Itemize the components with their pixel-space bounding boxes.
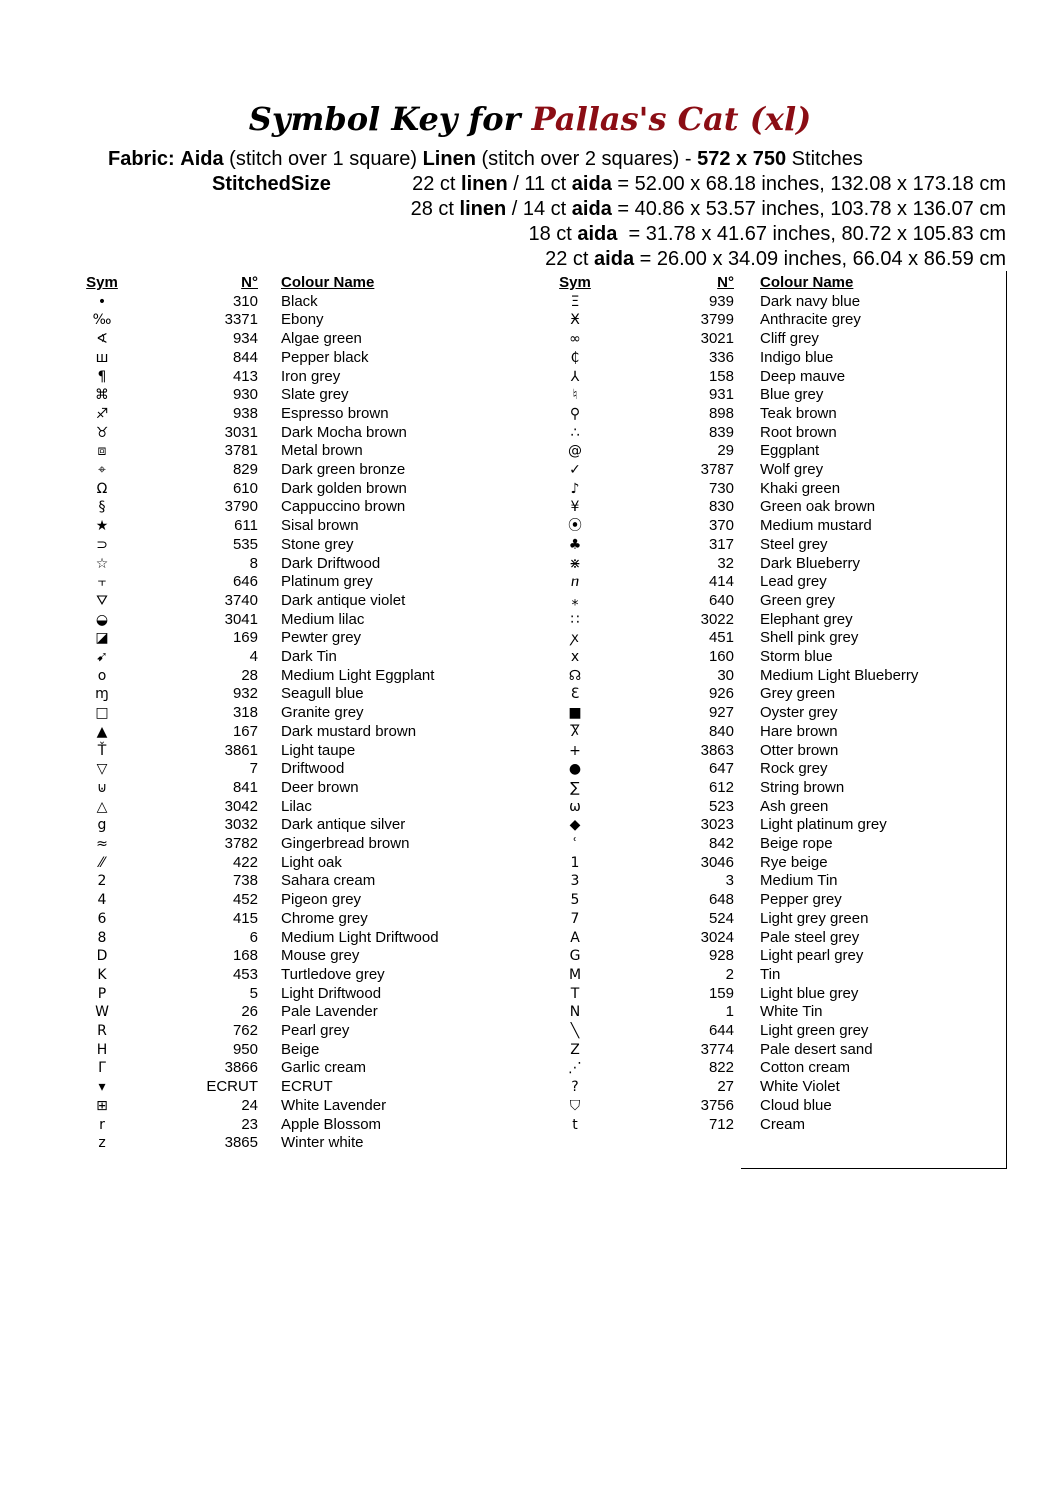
colour-name: Lilac bbox=[281, 797, 312, 815]
thread-number: 3756 bbox=[700, 1096, 734, 1114]
colour-name: Ebony bbox=[281, 311, 324, 329]
thread-number: 839 bbox=[708, 423, 734, 441]
thread-symbol: 5 bbox=[570, 892, 580, 909]
thread-symbol: G bbox=[569, 948, 581, 965]
thread-number: 822 bbox=[708, 1059, 734, 1077]
colour-name: Deer brown bbox=[281, 778, 359, 796]
thread-symbol: Z bbox=[570, 1041, 580, 1058]
thread-number: 317 bbox=[708, 535, 734, 553]
thread-number: 3863 bbox=[700, 741, 734, 759]
thread-number: 730 bbox=[708, 479, 734, 497]
thread-number: 3799 bbox=[700, 311, 734, 329]
thread-symbol: Ω bbox=[96, 480, 108, 497]
colour-name: Garlic cream bbox=[281, 1059, 367, 1077]
thread-number: 24 bbox=[241, 1096, 258, 1114]
thread-number: 931 bbox=[708, 386, 734, 404]
thread-number: 23 bbox=[241, 1115, 258, 1133]
thread-number: 3787 bbox=[700, 461, 734, 478]
fabric-linen-note: (stitch over 2 squares) - bbox=[481, 148, 692, 170]
thread-symbol: ☊ bbox=[568, 667, 582, 684]
thread-symbol: ■ bbox=[568, 705, 582, 722]
colour-name: Dark antique violet bbox=[281, 591, 406, 609]
thread-number: 3024 bbox=[700, 928, 734, 946]
colour-name: Granite grey bbox=[281, 704, 364, 722]
thread-symbol: ⴖ bbox=[570, 574, 580, 591]
thread-number: 29 bbox=[717, 442, 734, 460]
colour-name: Dark Blueberry bbox=[760, 554, 861, 572]
thread-symbol: ‰ bbox=[92, 312, 112, 329]
thread-symbol: ꭗ bbox=[571, 630, 579, 647]
thread-number: 3032 bbox=[224, 816, 258, 834]
thread-number: 167 bbox=[232, 722, 258, 740]
thread-number: 4 bbox=[249, 648, 258, 665]
thread-number: 762 bbox=[232, 1022, 258, 1039]
colour-name: Grey green bbox=[760, 685, 836, 703]
thread-symbol: ≈ bbox=[96, 836, 108, 852]
header-sym: Sym bbox=[559, 274, 591, 291]
colour-name: Cloud blue bbox=[760, 1096, 832, 1114]
thread-number: 2 bbox=[725, 965, 734, 983]
colour-name: Teak brown bbox=[760, 404, 837, 422]
thread-number: 3046 bbox=[700, 853, 734, 871]
thread-symbol: R bbox=[97, 1023, 107, 1039]
title-main: Symbol Key for bbox=[248, 100, 521, 138]
thread-number: 28 bbox=[241, 666, 258, 684]
colour-name: Mouse grey bbox=[281, 947, 360, 965]
thread-symbol: ⋇ bbox=[569, 555, 581, 572]
thread-symbol: ★ bbox=[95, 518, 109, 535]
colour-name: Dark mustard brown bbox=[281, 722, 417, 740]
thread-symbol: ¶ bbox=[97, 368, 107, 385]
thread-number: 938 bbox=[232, 404, 258, 422]
thread-symbol: ⛉ bbox=[569, 1097, 581, 1114]
thread-symbol: ⊃ bbox=[96, 536, 108, 553]
thread-symbol: ⚲ bbox=[569, 405, 581, 422]
thread-number: 928 bbox=[708, 947, 734, 965]
thread-number: 453 bbox=[232, 965, 258, 983]
thread-symbol: g bbox=[97, 817, 107, 834]
colour-name: Medium mustard bbox=[760, 517, 872, 535]
thread-number: 3021 bbox=[700, 330, 734, 348]
thread-number: 160 bbox=[708, 648, 734, 665]
thread-symbol: ◆ bbox=[569, 817, 581, 834]
colour-name: Dark golden brown bbox=[281, 479, 407, 497]
colour-name: Black bbox=[281, 292, 318, 310]
thread-symbol: ∞ bbox=[569, 331, 581, 348]
thread-number: 169 bbox=[232, 629, 258, 647]
thread-number: 30 bbox=[717, 666, 734, 684]
stitched-size-row: 22 ct aida = 26.00 x 34.09 inches, 66.04 x 86.59 cm bbox=[545, 248, 1006, 270]
thread-symbol: ⌖ bbox=[98, 462, 106, 478]
thread-number: 7 bbox=[249, 760, 258, 778]
colour-name: Light pearl grey bbox=[760, 947, 864, 965]
colour-name: ECRUT bbox=[281, 1078, 333, 1096]
colour-name: Gingerbread brown bbox=[281, 835, 410, 852]
thread-symbol: ? bbox=[571, 1079, 579, 1096]
thread-symbol: t bbox=[572, 1116, 578, 1133]
colour-name: Pewter grey bbox=[281, 629, 362, 647]
title-pattern-name: Pallas's Cat (xl) bbox=[531, 100, 812, 138]
thread-symbol: ∑ bbox=[570, 779, 580, 796]
colour-name: Medium Light Driftwood bbox=[281, 928, 439, 946]
thread-number: 413 bbox=[232, 367, 258, 385]
colour-name: Slate grey bbox=[281, 386, 349, 404]
colour-name: Beige rope bbox=[760, 835, 833, 852]
thread-symbol: ⅄ bbox=[570, 368, 580, 385]
thread-symbol: D bbox=[96, 948, 108, 965]
thread-number: 523 bbox=[708, 797, 734, 815]
colour-name: Khaki green bbox=[760, 479, 841, 497]
fabric-linen: Linen bbox=[422, 148, 476, 170]
thread-number: 3740 bbox=[224, 591, 258, 609]
thread-symbol: ● bbox=[568, 761, 582, 778]
thread-symbol: ⊞ bbox=[96, 1097, 108, 1114]
colour-name: Ash green bbox=[760, 797, 829, 815]
thread-symbol: ☆ bbox=[95, 555, 109, 572]
colour-name: Oyster grey bbox=[760, 704, 838, 722]
thread-symbol: § bbox=[98, 499, 106, 516]
header-number: N° bbox=[717, 274, 734, 291]
thread-number: 648 bbox=[708, 891, 734, 909]
colour-name: Tin bbox=[760, 965, 781, 983]
thread-symbol: 2 bbox=[97, 873, 107, 890]
header-sym: Sym bbox=[86, 274, 118, 291]
thread-number: 830 bbox=[708, 498, 734, 516]
thread-number: 3371 bbox=[224, 311, 258, 329]
fabric-stitches-label: Stitches bbox=[791, 148, 863, 170]
thread-symbol: ♉ bbox=[95, 424, 109, 441]
colour-name: Espresso brown bbox=[281, 404, 389, 422]
fabric-line bbox=[108, 148, 863, 171]
thread-number: 3023 bbox=[700, 816, 734, 834]
colour-name: Sisal brown bbox=[281, 517, 359, 535]
thread-number: 927 bbox=[708, 704, 734, 722]
colour-name: Blue grey bbox=[760, 386, 824, 404]
thread-number: 640 bbox=[708, 591, 734, 609]
colour-name: Dark navy blue bbox=[760, 292, 861, 310]
colour-name: Medium Light Blueberry bbox=[760, 666, 919, 684]
thread-symbol: ∢ bbox=[96, 331, 108, 348]
thread-symbol: ♐ bbox=[95, 405, 109, 422]
thread-symbol: o bbox=[97, 667, 107, 684]
thread-number: 610 bbox=[232, 479, 258, 497]
thread-symbol: ⋰ bbox=[568, 1060, 582, 1077]
thread-symbol: □ bbox=[95, 705, 109, 722]
thread-symbol: ♮ bbox=[572, 387, 578, 404]
thread-symbol: z bbox=[98, 1135, 106, 1152]
thread-symbol: ⧈ bbox=[97, 443, 107, 460]
colour-name: Beige bbox=[281, 1040, 320, 1058]
thread-symbol: ▲ bbox=[96, 723, 108, 740]
thread-number: 840 bbox=[708, 722, 734, 740]
colour-name: Pigeon grey bbox=[281, 891, 362, 909]
thread-symbol: Ť bbox=[97, 742, 107, 759]
thread-number: 159 bbox=[708, 984, 734, 1002]
thread-symbol: N bbox=[569, 1004, 581, 1021]
colour-name: Light platinum grey bbox=[760, 816, 887, 834]
colour-name: Winter white bbox=[281, 1134, 364, 1152]
colour-name: Medium lilac bbox=[281, 610, 365, 628]
stitched-size-label: StitchedSize bbox=[212, 173, 331, 195]
colour-name: Anthracite grey bbox=[760, 311, 861, 329]
thread-number: 646 bbox=[232, 573, 258, 591]
colour-name: Light grey green bbox=[760, 909, 869, 927]
thread-symbol: ⁄⁄ bbox=[99, 854, 105, 871]
thread-symbol: 6 bbox=[97, 910, 107, 927]
thread-number: 8 bbox=[249, 554, 258, 572]
thread-symbol: @ bbox=[568, 443, 582, 460]
thread-number: 644 bbox=[708, 1022, 734, 1039]
thread-symbol: Ӿ bbox=[570, 312, 580, 329]
thread-number: 612 bbox=[708, 778, 734, 796]
thread-number: 841 bbox=[232, 778, 258, 796]
thread-symbol: Ξ bbox=[570, 293, 580, 310]
colour-name: Dark Driftwood bbox=[281, 554, 381, 572]
thread-number: 3865 bbox=[224, 1134, 258, 1152]
colour-name: Chrome grey bbox=[281, 909, 368, 927]
page-title bbox=[0, 100, 1060, 138]
colour-name: Rock grey bbox=[760, 760, 828, 778]
thread-number: 898 bbox=[708, 404, 734, 422]
thread-symbol: A bbox=[570, 929, 580, 946]
thread-symbol: ʿ bbox=[572, 836, 578, 852]
thread-symbol: ⊍ bbox=[96, 779, 108, 796]
colour-name: Apple Blossom bbox=[281, 1115, 382, 1133]
thread-number: 829 bbox=[232, 461, 258, 478]
thread-number: 370 bbox=[708, 517, 734, 535]
thread-symbol: ∴ bbox=[570, 424, 580, 441]
thread-symbol: ⌘ bbox=[95, 387, 109, 404]
thread-symbol: x bbox=[570, 649, 580, 665]
thread-number: 3041 bbox=[224, 610, 258, 628]
colour-name: Eggplant bbox=[760, 442, 820, 460]
colour-name: Wolf grey bbox=[760, 461, 824, 478]
fabric-aida: Aida bbox=[180, 148, 224, 170]
thread-number: 336 bbox=[708, 348, 734, 366]
thread-number: 1 bbox=[725, 1003, 734, 1021]
colour-name: Medium Tin bbox=[760, 872, 838, 890]
thread-symbol: ╲ bbox=[570, 1023, 580, 1039]
colour-name: Light green grey bbox=[760, 1022, 869, 1039]
colour-name: Pepper black bbox=[281, 348, 369, 366]
fabric-stitch-count: 572 x 750 bbox=[697, 148, 787, 170]
colour-name: Iron grey bbox=[281, 367, 341, 385]
thread-number: 3782 bbox=[224, 835, 258, 852]
thread-symbol: ➹ bbox=[96, 649, 108, 665]
thread-symbol: + bbox=[569, 742, 581, 759]
thread-number: 3781 bbox=[224, 442, 258, 460]
thread-number: 422 bbox=[232, 853, 258, 871]
thread-number: ECRUT bbox=[206, 1078, 258, 1096]
stitched-size-row: 28 ct linen / 14 ct aida = 40.86 x 53.57 inches, 103.78 x 136.07 cm bbox=[410, 198, 1006, 220]
thread-number: 318 bbox=[232, 704, 258, 722]
colour-name: Driftwood bbox=[281, 760, 345, 778]
colour-name: Medium Light Eggplant bbox=[281, 666, 435, 684]
thread-symbol: ▽ bbox=[96, 761, 108, 778]
thread-symbol: ✓ bbox=[569, 462, 581, 478]
thread-number: 930 bbox=[232, 386, 258, 404]
thread-symbol: ♪ bbox=[570, 480, 580, 497]
colour-name: Cotton cream bbox=[760, 1059, 851, 1077]
colour-name: Algae green bbox=[281, 330, 362, 348]
colour-name: White Lavender bbox=[281, 1096, 387, 1114]
colour-name: Turtledove grey bbox=[281, 965, 385, 983]
thread-symbol: ◒ bbox=[95, 611, 109, 628]
colour-name: Green grey bbox=[760, 591, 836, 609]
table-right-border bbox=[1006, 271, 1007, 1169]
thread-symbol: ⁎ bbox=[571, 592, 579, 609]
thread-number: 712 bbox=[708, 1115, 734, 1133]
colour-name: Light blue grey bbox=[760, 984, 859, 1002]
thread-number: 27 bbox=[717, 1078, 734, 1096]
colour-name: Cream bbox=[760, 1115, 806, 1133]
thread-number: 647 bbox=[708, 760, 734, 778]
colour-name: Indigo blue bbox=[760, 348, 834, 366]
colour-name: Metal brown bbox=[281, 442, 363, 460]
thread-number: 5 bbox=[249, 984, 258, 1002]
thread-symbol: ⦿ bbox=[568, 518, 582, 535]
thread-symbol: 1 bbox=[570, 854, 580, 871]
colour-name: White Tin bbox=[760, 1003, 823, 1021]
colour-name: Steel grey bbox=[760, 535, 828, 553]
thread-symbol: H bbox=[96, 1041, 108, 1058]
colour-name: Light Driftwood bbox=[281, 984, 382, 1002]
colour-name: Dark Tin bbox=[281, 648, 337, 665]
thread-number: 535 bbox=[232, 535, 258, 553]
thread-number: 950 bbox=[232, 1040, 258, 1058]
colour-name: Cappuccino brown bbox=[281, 498, 406, 516]
thread-symbol: ₵ bbox=[570, 349, 580, 366]
colour-name: Dark Mocha brown bbox=[281, 423, 407, 441]
thread-number: 3022 bbox=[700, 610, 734, 628]
thread-symbol: ▾ bbox=[98, 1079, 106, 1096]
thread-number: 6 bbox=[249, 928, 258, 946]
thread-number: 939 bbox=[708, 292, 734, 310]
colour-name: Elephant grey bbox=[760, 610, 853, 628]
thread-number: 158 bbox=[708, 367, 734, 385]
colour-name: Pearl grey bbox=[281, 1022, 350, 1039]
colour-name: String brown bbox=[760, 778, 845, 796]
colour-name: Platinum grey bbox=[281, 573, 373, 591]
thread-symbol: 4 bbox=[97, 892, 107, 909]
colour-name: Shell pink grey bbox=[760, 629, 859, 647]
thread-symbol: T bbox=[570, 985, 580, 1002]
colour-name: Deep mauve bbox=[760, 367, 846, 385]
colour-name: Lead grey bbox=[760, 573, 827, 591]
colour-name: Stone grey bbox=[281, 535, 354, 553]
colour-name: Dark antique silver bbox=[281, 816, 406, 834]
thread-number: 3866 bbox=[224, 1059, 258, 1077]
stitched-size-row: 18 ct aida = 31.78 x 41.67 inches, 80.72 x 105.83 cm bbox=[528, 223, 1006, 245]
colour-name: Light taupe bbox=[281, 741, 356, 759]
colour-name: Seagull blue bbox=[281, 685, 364, 703]
thread-symbol: r bbox=[99, 1116, 105, 1133]
thread-number: 3790 bbox=[224, 498, 258, 516]
thread-symbol: ш bbox=[95, 349, 109, 366]
colour-name: Pale Lavender bbox=[281, 1003, 378, 1021]
thread-number: 3042 bbox=[224, 797, 258, 815]
header-colour-name: Colour Name bbox=[281, 274, 375, 291]
thread-symbol: ⫟ bbox=[97, 574, 107, 591]
thread-number: 934 bbox=[232, 330, 258, 348]
colour-name: Otter brown bbox=[760, 741, 839, 759]
thread-symbol: ¥ bbox=[570, 499, 580, 516]
colour-name: Sahara cream bbox=[281, 872, 376, 890]
thread-symbol: 7 bbox=[570, 910, 580, 927]
thread-symbol: ∷ bbox=[570, 611, 580, 628]
thread-symbol: 8 bbox=[97, 929, 107, 946]
thread-number: 844 bbox=[232, 348, 258, 366]
thread-symbol: ɱ bbox=[95, 686, 109, 703]
thread-number: 611 bbox=[234, 517, 258, 535]
thread-number: 310 bbox=[232, 292, 258, 310]
thread-number: 3031 bbox=[224, 423, 258, 441]
thread-number: 451 bbox=[708, 629, 734, 647]
thread-symbol: M bbox=[568, 966, 582, 983]
fabric-aida-note: (stitch over 1 square) bbox=[229, 148, 418, 170]
colour-name: Hare brown bbox=[760, 722, 838, 740]
thread-symbol: • bbox=[97, 293, 107, 310]
thread-number: 926 bbox=[708, 685, 734, 703]
stitched-size-row: 22 ct linen / 11 ct aida = 52.00 x 68.18 inches, 132.08 x 173.18 cm bbox=[412, 173, 1006, 195]
thread-number: 452 bbox=[232, 891, 258, 909]
thread-symbol: 3 bbox=[570, 873, 580, 890]
thread-symbol: ⛛ bbox=[96, 592, 108, 609]
colour-name: Light oak bbox=[281, 853, 342, 871]
colour-name: Root brown bbox=[760, 423, 837, 441]
thread-symbol: P bbox=[97, 985, 107, 1002]
thread-symbol: Ɛ bbox=[570, 686, 580, 703]
thread-number: 3861 bbox=[224, 741, 258, 759]
thread-number: 932 bbox=[232, 685, 258, 703]
colour-name: Rye beige bbox=[760, 853, 828, 871]
header-colour-name: Colour Name bbox=[760, 274, 854, 291]
thread-symbol: △ bbox=[96, 798, 108, 815]
colour-name: Dark green bronze bbox=[281, 461, 406, 478]
thread-symbol: W bbox=[95, 1004, 109, 1021]
thread-symbol: K bbox=[97, 966, 107, 983]
thread-symbol: Ⴟ bbox=[569, 723, 581, 740]
thread-number: 168 bbox=[232, 947, 258, 965]
colour-name: Storm blue bbox=[760, 648, 833, 665]
fabric-label: Fabric: bbox=[108, 148, 175, 170]
header-number: N° bbox=[241, 274, 258, 291]
thread-number: 842 bbox=[708, 835, 734, 852]
thread-number: 524 bbox=[708, 909, 734, 927]
thread-symbol: ω bbox=[569, 798, 581, 815]
colour-name: Pale desert sand bbox=[760, 1040, 873, 1058]
thread-number: 3774 bbox=[700, 1040, 734, 1058]
thread-number: 3 bbox=[725, 872, 734, 890]
thread-symbol: Γ bbox=[98, 1060, 106, 1077]
colour-name: Pepper grey bbox=[760, 891, 842, 909]
colour-name: Cliff grey bbox=[760, 330, 819, 348]
thread-number: 26 bbox=[241, 1003, 258, 1021]
table-bottom-border bbox=[741, 1168, 1007, 1169]
thread-symbol: ◪ bbox=[95, 630, 109, 647]
thread-number: 32 bbox=[717, 554, 734, 572]
thread-number: 738 bbox=[232, 872, 258, 890]
colour-name: White Violet bbox=[760, 1078, 840, 1096]
thread-number: 415 bbox=[232, 909, 258, 927]
colour-name: Green oak brown bbox=[760, 498, 876, 516]
thread-number: 414 bbox=[708, 573, 734, 591]
thread-symbol: ♣ bbox=[568, 536, 582, 553]
colour-name: Pale steel grey bbox=[760, 928, 860, 946]
